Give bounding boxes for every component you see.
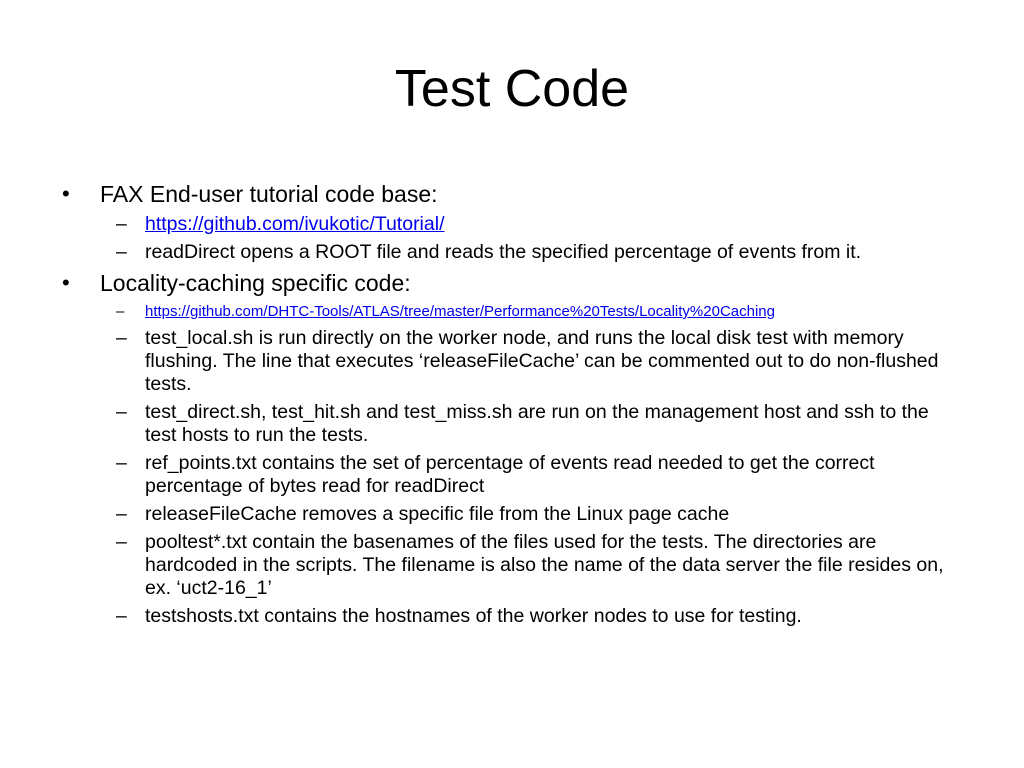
sub-item-pooltest — [60, 531, 965, 600]
tutorial-repo-link[interactable]: https://github.com/ivukotic/Tutorial/ — [145, 213, 445, 235]
sub-item-text: ref_points.txt contains the set of percentage of events read needed to get the correct percentage of bytes read for readDirect — [145, 452, 875, 497]
sub-item-text: testshosts.txt contains the hostnames of the worker nodes to use for testing. — [145, 605, 802, 627]
sub-item-test-direct — [60, 401, 965, 447]
locality-caching-repo-link[interactable]: https://github.com/DHTC-Tools/ATLAS/tree/master/Performance%20Tests/Locality%20Caching — [145, 303, 775, 320]
sub-item-locality-link — [60, 302, 965, 322]
bullet-fax-tutorial — [60, 180, 965, 208]
bullet-text: Locality-caching specific code: — [100, 270, 411, 296]
slide-title: Test Code — [394, 60, 630, 118]
dash-marker: – — [116, 531, 127, 553]
dash-marker: – — [116, 401, 127, 423]
dash-marker: – — [116, 605, 127, 627]
sub-item-testshosts — [60, 605, 965, 628]
dash-marker: – — [116, 327, 127, 349]
dash-marker: – — [116, 241, 127, 263]
sub-item-text: pooltest*.txt contain the basenames of the files used for the tests. The directories are hardcoded in the scripts. The filename is also the name of the data server the file resides on, ex. ‘uct2-16_1’ — [145, 531, 944, 599]
sub-item-text: releaseFileCache removes a specific file from the Linux page cache — [145, 503, 730, 525]
sub-item-readdirect — [60, 241, 965, 264]
sub-item-ref-points — [60, 452, 965, 498]
sub-item-text: readDirect opens a ROOT file and reads the specified percentage of events from it. — [145, 241, 862, 263]
bullet-locality-caching — [60, 269, 965, 297]
bullet-text: FAX End-user tutorial code base: — [100, 181, 438, 207]
sub-item-release-file-cache — [60, 503, 965, 526]
sub-item-text: test_local.sh is run directly on the worker node, and runs the local disk test with memory flushing. The line that executes ‘releaseFileCache’ can be commented out to do non-flushed tests. — [145, 327, 939, 395]
slide-content — [60, 180, 965, 633]
bullet-marker: • — [62, 181, 70, 206]
sub-item-text: test_direct.sh, test_hit.sh and test_miss.sh are run on the management host and ssh to the test hosts to run the tests. — [145, 401, 929, 446]
dash-marker: – — [116, 452, 127, 474]
dash-marker: – — [116, 303, 125, 320]
bullet-marker: • — [62, 270, 70, 295]
sub-item-tutorial-link — [60, 213, 965, 236]
sub-item-test-local — [60, 327, 965, 396]
dash-marker: – — [116, 503, 127, 525]
dash-marker: – — [116, 213, 127, 235]
